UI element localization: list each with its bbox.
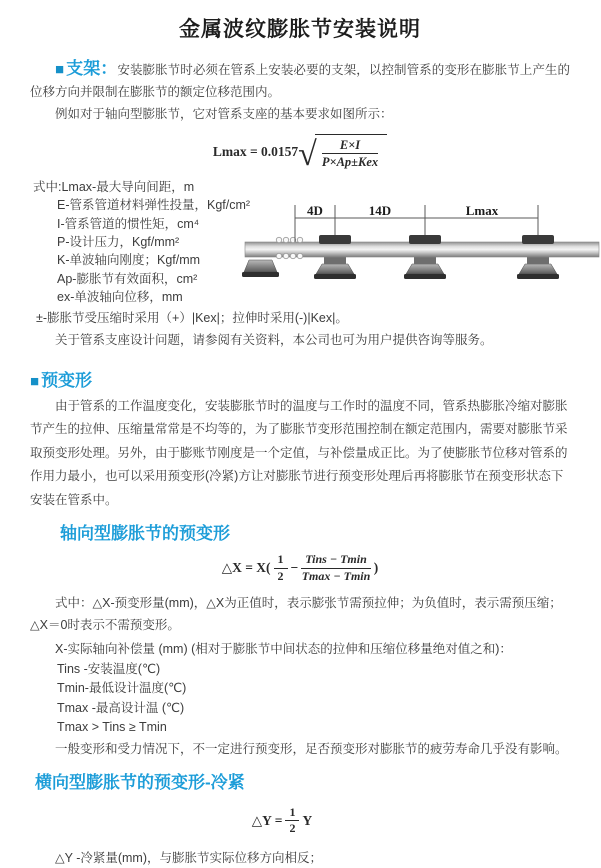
- lmax-formula: Lmax = 0.0157 √ $\frac{E\times I}{\text{P×Ap±Kex}}$: [213, 134, 387, 170]
- temp-denominator: Tmax − Tmin: [301, 568, 371, 583]
- pipe-support-diagram-svg: [243, 202, 601, 294]
- close-paren: ): [373, 560, 379, 576]
- section-square-icon: ■: [55, 61, 65, 78]
- pipe-support-diagram: [243, 202, 601, 299]
- lmax-denominator: P×Ap±Kex: [321, 155, 379, 170]
- lmax-formula-lhs: Lmax = 0.0157: [212, 143, 299, 159]
- lateral-formula: [252, 806, 312, 837]
- definition-line: ex-单波轴向位移，mm: [57, 290, 183, 305]
- minus-sign: −: [290, 560, 299, 576]
- t-definition-line: Tmin-最低设计温度(℃): [57, 681, 187, 696]
- definition-line: K-单波轴向刚度；Kgf/mm: [57, 253, 201, 268]
- definition-line: I-管系管道的惯性矩，cm⁴: [57, 216, 200, 231]
- support-paragraph: [30, 58, 570, 103]
- guide-support-icon: [517, 256, 559, 279]
- half-denominator: 2: [277, 568, 284, 583]
- page-title: 金属波纹膨胀节安装说明: [179, 18, 421, 41]
- lmax-numerator: E×I: [322, 138, 378, 154]
- preform-section-heading: [30, 366, 570, 391]
- guide-support-icon: [404, 256, 446, 279]
- axial-where-paragraph: 式中：△X-预变形量(mm)，△X为正值时，表示膨张节需预拉伸；为负值时，表示需预压缩；△X＝0时表示不需预变形。: [30, 595, 562, 633]
- definition-line: Ap-膨胀节有效面积，cm²: [57, 271, 198, 286]
- lat-denominator: 2: [289, 821, 296, 836]
- support-section-label: 支架：: [66, 59, 118, 78]
- lateral-subheading: 横向型膨胀节的预变形-冷紧: [35, 772, 245, 792]
- lmax-radicand: [315, 134, 387, 170]
- dim-label-lmax: Lmax: [465, 202, 499, 218]
- t-definition-line: Tmax -最高设计温 (℃): [57, 700, 185, 715]
- x-definition-line: X-实际轴向补偿量 (mm) (相对于膨胀节中间状态的拉伸和压缩位移量绝对值之和)：: [55, 641, 512, 656]
- axial-formula-lhs: △X = X(: [221, 560, 271, 576]
- lmax-fraction: [322, 138, 378, 170]
- definition-line: 式中:Lmax-最大导向间距，m: [33, 179, 195, 194]
- half-numerator: 1: [274, 553, 288, 569]
- lateral-half-fraction: [285, 806, 299, 837]
- sign-convention-line: ±-膨胀节受压缩时采用（+）|Kex|；拉伸时采用(-)|Kex|。: [36, 310, 348, 325]
- axial-subheading: 轴向型膨胀节的预变形: [60, 524, 230, 544]
- support-example-line: 例如对于轴向型膨胀节，它对管系支座的基本要求如图所示：: [55, 107, 393, 121]
- temperature-fraction: [301, 553, 371, 584]
- axial-formula: [222, 553, 379, 584]
- lateral-formula-rhs: Y: [302, 812, 313, 828]
- definitions-and-diagram: [30, 178, 570, 307]
- preform-paragraph: 由于管系的工作温度变化，安装膨胀节时的温度与工作时的温度不同，管系热膨胀冷缩对膨胀节产生的拉伸、压缩量常常是不均等的，为了膨胀节变形范围控制在额定范围内，需要对膨胀节采取预变形处理。另外，由于膨账节刚度是一个定值，与补偿量成正比。为了使膨胀节位移对管系的作用力最小，也可以采用预变形(冷紧)方让对膨胀节进行预变形处理后再将膨胀节在预变形状态下安装在管系中。: [30, 398, 568, 507]
- section-square-icon: ■: [30, 372, 40, 390]
- t-definition-line: Tins -安装温度(℃): [57, 661, 161, 676]
- preform-section-label: 预变形: [41, 370, 93, 390]
- lateral-note-line: △Y -冷紧量(mm)，与膨胀节实际位移方向相反；: [55, 851, 323, 866]
- dim-label-14d: 14D: [368, 202, 392, 218]
- definition-line: E-管系管道材料弹性投量，Kgf/cm²: [57, 198, 251, 213]
- axial-general-note: 一般变形和受力情况下，不一定进行预变形，足否预变形对膨胀节的疲劳寿命几乎没有影响。: [55, 741, 568, 756]
- temp-numerator: Tins − Tmin: [301, 553, 371, 569]
- service-note-line: 关于管系支座设计问题，请参阅有关资料，本公司也可为用户提供咨询等服务。: [55, 332, 493, 347]
- t-definition-line: Tmax > Tins ≥ Tmin: [57, 720, 167, 735]
- support-intro-text: 安装膨胀节时必须在管系上安装必要的支架，以控制管系的变形在膨胀节上产生的位移方向并限制在膨胀节的额定位移范围内。: [30, 63, 570, 99]
- axial-half-fraction: [274, 553, 288, 584]
- lateral-formula-lhs: △Y =: [251, 812, 283, 828]
- lat-numerator: 1: [285, 806, 299, 822]
- guide-support-icon: [314, 256, 356, 279]
- dim-label-4d: 4D: [307, 202, 323, 218]
- definition-line: P-设计压力，Kgf/mm²: [57, 234, 180, 249]
